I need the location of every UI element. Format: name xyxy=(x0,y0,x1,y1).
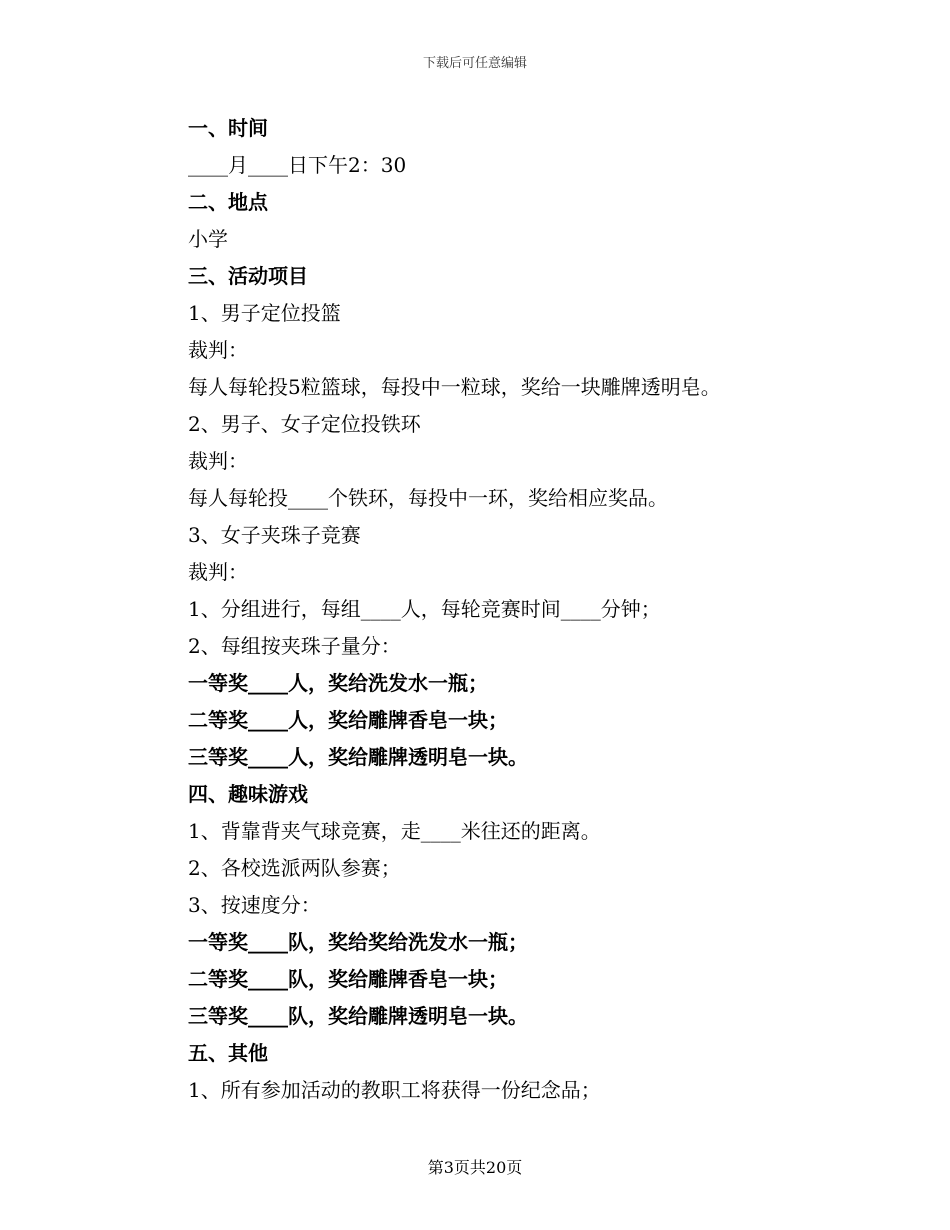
text-line: 1、男子定位投篮 xyxy=(188,301,341,325)
section-heading-line: 二等奖____队，奖给雕牌香皂一块； xyxy=(188,967,508,991)
text-line: 2、男子、女子定位投铁环 xyxy=(188,412,421,436)
section-heading-line: 三、活动项目 xyxy=(188,264,308,288)
text-line: 裁判： xyxy=(188,338,248,362)
text-line: ____月____日下午2：30 xyxy=(188,153,407,177)
text-line: 2、各校选派两队参赛； xyxy=(188,856,401,880)
text-line: 每人每轮投____个铁环，每投中一环，奖给相应奖品。 xyxy=(188,486,668,510)
text-line: 每人每轮投5粒篮球，每投中一粒球，奖给一块雕牌透明皂。 xyxy=(188,375,721,399)
section-heading-line: 一等奖____人，奖给洗发水一瓶； xyxy=(188,671,488,695)
document-body xyxy=(188,110,828,1109)
page-footer: 第3页共20页 xyxy=(427,1158,523,1177)
text-line: 3、按速度分： xyxy=(188,893,321,917)
text-line: 1、背靠背夹气球竞赛，走____米往还的距离。 xyxy=(188,819,601,843)
text-line: 1、分组进行，每组____人，每轮竞赛时间____分钟； xyxy=(188,597,661,621)
section-heading-line: 二、地点 xyxy=(188,190,268,214)
page-header: 下载后可任意编辑 xyxy=(422,56,527,71)
section-heading-line: 四、趣味游戏 xyxy=(188,782,308,806)
section-heading-line: 三等奖____队，奖给雕牌透明皂一块。 xyxy=(188,1004,528,1028)
text-line: 1、所有参加活动的教职工将获得一份纪念品； xyxy=(188,1078,601,1102)
text-line: 裁判： xyxy=(188,560,248,584)
section-heading-line: 二等奖____人，奖给雕牌香皂一块； xyxy=(188,708,508,732)
text-line: 裁判： xyxy=(188,449,248,473)
section-heading-line: 三等奖____人，奖给雕牌透明皂一块。 xyxy=(188,745,528,769)
section-heading-line: 五、其他 xyxy=(188,1041,268,1065)
text-line: 2、每组按夹珠子量分： xyxy=(188,634,401,658)
section-heading-line: 一、时间 xyxy=(188,116,268,140)
section-heading-line: 一等奖____队，奖给奖给洗发水一瓶； xyxy=(188,930,528,954)
text-line: 小学 xyxy=(188,227,228,251)
text-line: 3、女子夹珠子竞赛 xyxy=(188,523,361,547)
